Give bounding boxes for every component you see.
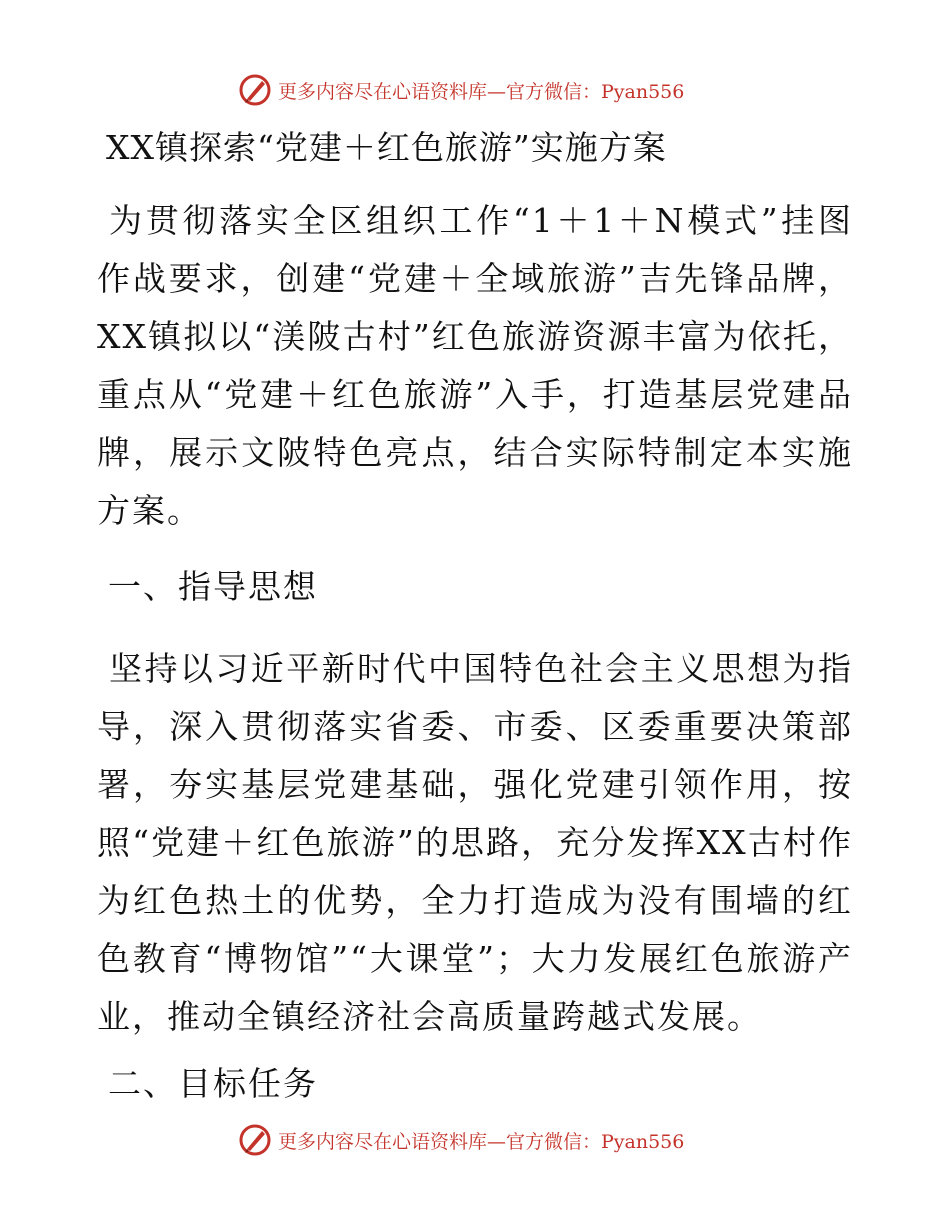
quill-circle-icon	[238, 1123, 272, 1157]
header-watermark	[238, 70, 684, 110]
watermark-text: 更多内容尽在心语资料库—官方微信：Pyan556	[278, 1130, 685, 1153]
quill-circle-icon	[238, 73, 272, 107]
section-heading-goals-tasks: 二、目标任务	[108, 1064, 318, 1103]
footer-watermark	[238, 1120, 684, 1160]
guiding-ideology-paragraph: 坚持以习近平新时代中国特色社会主义思想为指导，深入贯彻落实省委、市委、区委重要决策部署，夯实基层党建基础，强化党建引领作用，按照“党建＋红色旅游”的思路，充分发挥XX古村作为红色热土的优势，全力打造成为没有围墙的红色教育“博物馆”“大课堂”；大力发展红色旅游产业，推动全镇经济社会高质量跨越式发展。	[97, 649, 853, 1036]
section-heading-guiding-ideology: 一、指导思想	[108, 567, 318, 606]
watermark-text: 更多内容尽在心语资料库—官方微信：Pyan556	[278, 80, 685, 103]
intro-paragraph: 为贯彻落实全区组织工作“1＋1＋N模式”挂图作战要求，创建“党建＋全域旅游”吉先锋品牌，XX镇拟以“渼陂古村”红色旅游资源丰富为依托，重点从“党建＋红色旅游”入手，打造基层党建品牌，展示文陂特色亮点，结合实际特制定本实施方案。	[97, 201, 853, 530]
document-title: XX镇探索“党建＋红色旅游”实施方案	[106, 128, 667, 167]
